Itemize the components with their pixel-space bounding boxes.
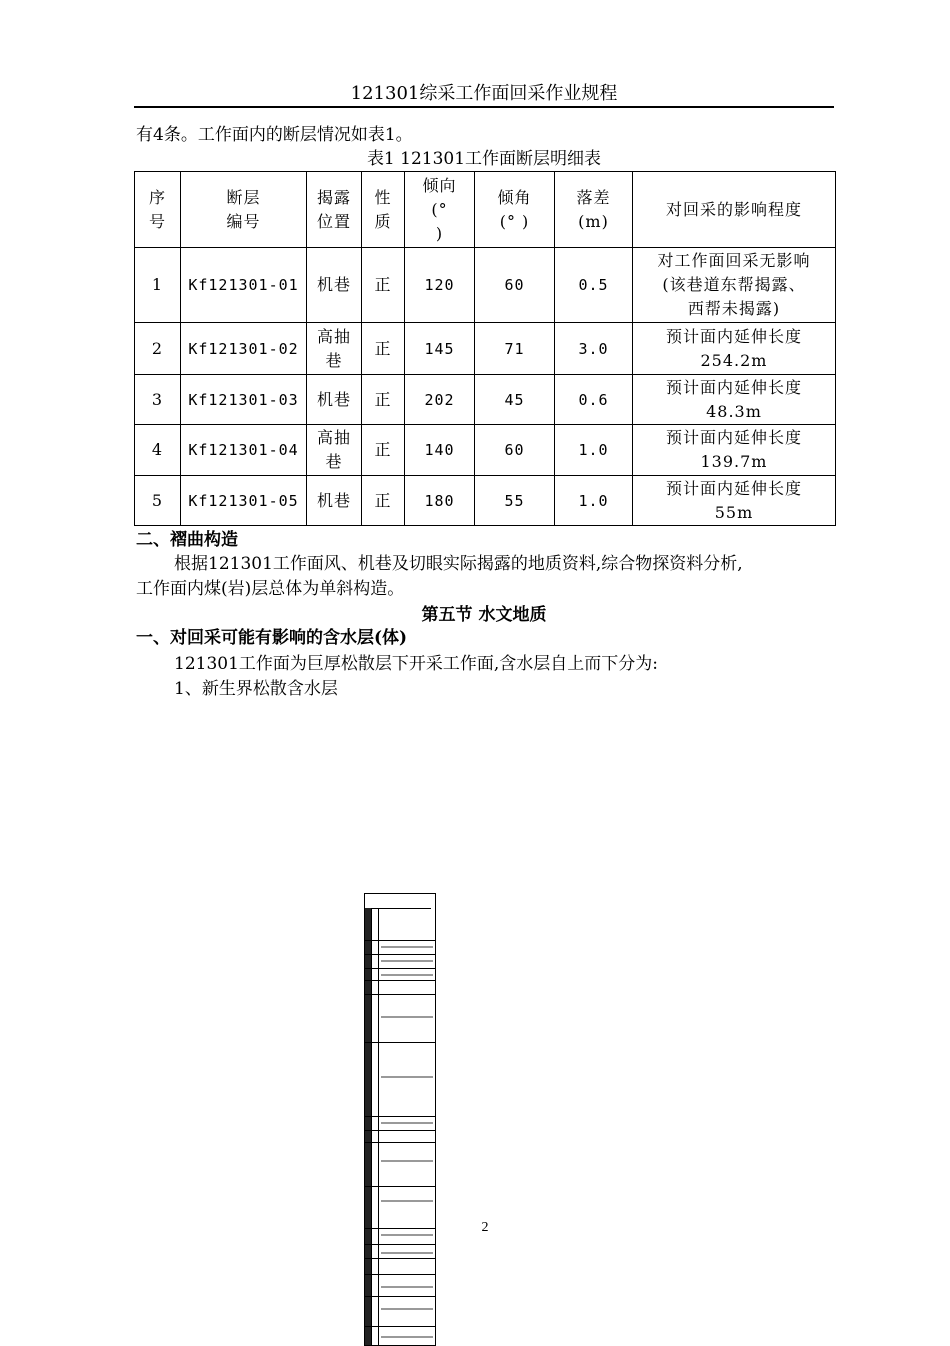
figure-band bbox=[365, 1274, 435, 1275]
header-nature: 性 质 bbox=[362, 172, 405, 248]
figure-annotation bbox=[381, 1234, 433, 1236]
cell-dip-direction: 120 bbox=[405, 248, 475, 323]
figure-annotation bbox=[381, 946, 433, 948]
table-row bbox=[135, 425, 836, 476]
figure-annotation bbox=[381, 1016, 433, 1018]
figure-band bbox=[365, 1130, 435, 1131]
cell-impact: 预计面内延伸长度 48.3m bbox=[633, 375, 836, 425]
cell-dip-angle: 60 bbox=[475, 248, 555, 323]
cell-nature: 正 bbox=[362, 425, 405, 476]
section-fold-para-line1: 根据121301工作面风、机巷及切眼实际揭露的地质资料,综合物探资料分析, bbox=[174, 554, 743, 574]
page-header-title: 121301综采工作面回采作业规程 bbox=[350, 83, 618, 104]
cell-throw: 1.0 bbox=[555, 476, 633, 526]
cell-fault-id: Kf121301-02 bbox=[181, 323, 307, 375]
section5-title: 第五节 水文地质 bbox=[421, 605, 547, 625]
header-seq: 序 号 bbox=[135, 172, 181, 248]
cell-location: 机巷 bbox=[307, 476, 362, 526]
cell-dip-direction: 202 bbox=[405, 375, 475, 425]
figure-band bbox=[365, 1142, 435, 1143]
table-row bbox=[135, 375, 836, 425]
cell-throw: 3.0 bbox=[555, 323, 633, 375]
cell-location: 机巷 bbox=[307, 248, 362, 323]
figure-annotation bbox=[381, 1122, 433, 1124]
cell-seq: 2 bbox=[135, 323, 181, 375]
header-dip-direction: 倾向 (° ) bbox=[405, 172, 475, 248]
figure-band bbox=[365, 1296, 435, 1297]
figure-annotation bbox=[381, 960, 433, 962]
figure-annotation bbox=[381, 1160, 433, 1162]
cell-throw: 1.0 bbox=[555, 425, 633, 476]
table-row bbox=[135, 323, 836, 375]
header-location: 揭露 位置 bbox=[307, 172, 362, 248]
figure-band bbox=[365, 968, 435, 969]
page-number: 2 bbox=[481, 1220, 489, 1235]
figure-annotation bbox=[381, 1286, 433, 1288]
figure-band bbox=[365, 1326, 435, 1327]
fault-table bbox=[134, 171, 836, 526]
cell-impact: 预计面内延伸长度 254.2m bbox=[633, 323, 836, 375]
table-row bbox=[135, 248, 836, 323]
cell-seq: 4 bbox=[135, 425, 181, 476]
cell-fault-id: Kf121301-05 bbox=[181, 476, 307, 526]
figure-band bbox=[365, 954, 435, 955]
cell-seq: 5 bbox=[135, 476, 181, 526]
figure-annotation bbox=[381, 1308, 433, 1310]
header-throw: 落差 (m) bbox=[555, 172, 633, 248]
figure-annotation bbox=[381, 1200, 433, 1202]
header-impact: 对回采的影响程度 bbox=[633, 172, 836, 248]
cell-nature: 正 bbox=[362, 375, 405, 425]
intro-line: 有4条。工作面内的断层情况如表1。 bbox=[136, 125, 413, 145]
figure-band bbox=[365, 994, 435, 995]
section-fold-heading: 二、褶曲构造 bbox=[136, 530, 238, 550]
section5-item1: 1、新生界松散含水层 bbox=[174, 679, 338, 699]
figure-annotation bbox=[381, 974, 433, 976]
figure-band bbox=[365, 1186, 435, 1187]
cell-nature: 正 bbox=[362, 323, 405, 375]
section-fold-para-line2: 工作面内煤(岩)层总体为单斜构造。 bbox=[136, 579, 405, 599]
figure-band bbox=[365, 1258, 435, 1259]
cell-dip-angle: 45 bbox=[475, 375, 555, 425]
cell-throw: 0.6 bbox=[555, 375, 633, 425]
cell-dip-direction: 140 bbox=[405, 425, 475, 476]
figure-band bbox=[365, 940, 435, 941]
header-dip-angle: 倾角 (° ) bbox=[475, 172, 555, 248]
cell-dip-direction: 145 bbox=[405, 323, 475, 375]
table-row bbox=[135, 476, 836, 526]
cell-dip-angle: 60 bbox=[475, 425, 555, 476]
cell-fault-id: Kf121301-04 bbox=[181, 425, 307, 476]
cell-nature: 正 bbox=[362, 476, 405, 526]
cell-impact: 预计面内延伸长度 139.7m bbox=[633, 425, 836, 476]
cell-throw: 0.5 bbox=[555, 248, 633, 323]
figure-band bbox=[365, 1042, 435, 1043]
cell-seq: 1 bbox=[135, 248, 181, 323]
section5-sub1-heading: 一、对回采可能有影响的含水层(体) bbox=[136, 628, 408, 648]
table-caption: 表1 121301工作面断层明细表 bbox=[366, 149, 602, 169]
figure-band bbox=[365, 1244, 435, 1245]
figure-annotation bbox=[381, 1076, 433, 1078]
header-fault-id: 断层 编号 bbox=[181, 172, 307, 248]
figure-depth-column bbox=[371, 908, 379, 1345]
stratigraphic-column-figure bbox=[364, 893, 436, 1346]
figure-band bbox=[365, 980, 435, 981]
cell-impact: 预计面内延伸长度 55m bbox=[633, 476, 836, 526]
table-header-row bbox=[135, 172, 836, 248]
figure-band bbox=[365, 1116, 435, 1117]
figure-annotation bbox=[381, 1252, 433, 1254]
cell-location: 高抽 巷 bbox=[307, 425, 362, 476]
cell-location: 高抽 巷 bbox=[307, 323, 362, 375]
cell-seq: 3 bbox=[135, 375, 181, 425]
cell-dip-angle: 55 bbox=[475, 476, 555, 526]
section5-para: 121301工作面为巨厚松散层下开采工作面,含水层自上而下分为: bbox=[174, 654, 659, 674]
figure-annotation bbox=[381, 1336, 433, 1338]
cell-dip-direction: 180 bbox=[405, 476, 475, 526]
cell-location: 机巷 bbox=[307, 375, 362, 425]
header-rule bbox=[134, 106, 834, 108]
figure-band bbox=[365, 1228, 435, 1229]
cell-fault-id: Kf121301-01 bbox=[181, 248, 307, 323]
cell-fault-id: Kf121301-03 bbox=[181, 375, 307, 425]
cell-dip-angle: 71 bbox=[475, 323, 555, 375]
cell-nature: 正 bbox=[362, 248, 405, 323]
cell-impact: 对工作面回采无影响 (该巷道东帮揭露、 西帮未揭露) bbox=[633, 248, 836, 323]
